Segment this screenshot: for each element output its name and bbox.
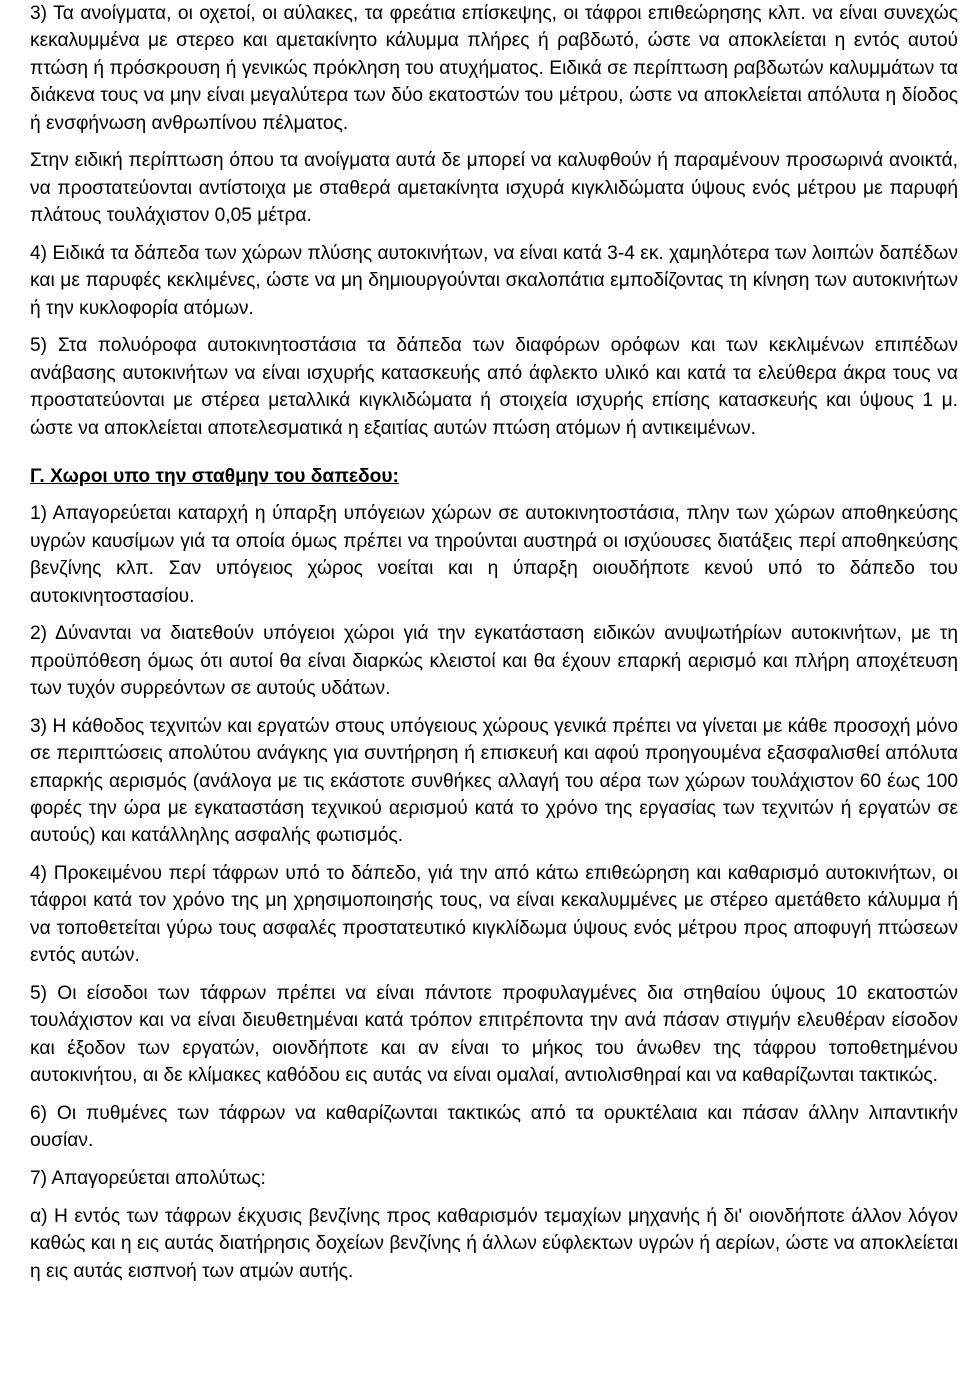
section-c-item-5: 5) Οι είσοδοι των τάφρων πρέπει να είναι πάντοτε προφυλαγμένες δια στηθαίου ύψους 10 εκατοστών τουλάχιστον και να είναι διευθετημέναι κατά τρόπον επιτρέποντα την ανά πάσαν στιγμήν ελευθέραν είσοδον και έξοδον των εργατών, οιονδήποτε και αν είναι το μήκος του άνωθεν της τάφρου τοποθετημένου αυτοκινήτου, αι δε κλίμακες καθόδου εις αυτάς να είναι ομαλαί, αντιολισθηραί και να καθαρίζωνται τακτικώς.	[30, 982, 958, 1087]
document-body	[30, 0, 958, 1285]
section-c-item-2: 2) Δύνανται να διατεθούν υπόγειοι χώροι γιά την εγκατάσταση ειδικών ανυψωτήρίων αυτοκινήτων, με τη προϋπόθεση όμως ότι αυτοί θα είναι διαρκώς κλειστοί και θα έχουν επαρκή αερισμό και πλήρη αποχέτευση των τυχόν συρρεόντων σε αυτούς υδάτων.	[30, 623, 958, 700]
section-c-item-1: 1) Απαγορεύεται καταρχή η ύπαρξη υπόγειων χώρων σε αυτοκινητοστάσια, πλην των χώρων αποθηκεύσης υγρών καυσίμων γιά τα οποία όμως πρέπει να τηρούνται αυστηρά οι ισχύουσες διατάξεις περί αποθηκεύσης βενζίνης κλπ. Σαν υπόγειος χώρος νοείται και η ύπαρξη οιουδήποτε κενού υπό το δάπεδο του αυτοκινητοστασίου.	[30, 503, 958, 607]
paragraph-gap	[30, 1090, 958, 1100]
paragraph-gap	[30, 702, 958, 712]
paragraph-gap	[30, 610, 958, 620]
paragraph-gap	[30, 970, 958, 980]
paragraph-gap	[30, 230, 958, 240]
paragraph-gap	[30, 322, 958, 332]
section-c-item-4: 4) Προκειμένου περί τάφρων υπό το δάπεδο, γιά την από κάτω επιθεώρηση και καθαρισμό αυτοκινήτων, οι τάφροι κατά τον χρόνο της μη χρησιμοποιησής τους, να είναι κεκαλυμμένες με στέρεο αμετάθετο κάλυμμα ή να τοποθετείται γύρω τους ασφαλές προστατευτικό κιγκλίδωμα ύψους ενός μέτρου προς αποφυγή πτώσεων εντός αυτών.	[30, 863, 958, 967]
paragraph-gap	[30, 442, 958, 452]
paragraph-gap	[30, 1155, 958, 1165]
paragraph-gap	[30, 1192, 958, 1202]
paragraph-b4-item: 4) Ειδικά τα δάπεδα των χώρων πλύσης αυτοκινήτων, να είναι κατά 3-4 εκ. χαμηλότερα των λοιπών δαπέδων και με παρυφές κεκλιμένες, ώστε να μη δημιουργούνται σκαλοπάτια εμποδίζοντας τη κίνηση των αυτοκινήτων ή την κυκλοφορία ατόμων.	[30, 242, 958, 319]
section-c-item-3: 3) Η κάθοδος τεχνιτών και εργατών στους υπόγειους χώρους γενικά πρέπει να γίνεται με κάθε προσοχή μόνο σε περιπτώσεις απολύτου ανάγκης για συντήρηση ή επισκευή και αφού προηγουμένα εξασφαλισθεί απόλυτα επαρκής αερισμός (ανάλογα με τις εκάστοτε συνθήκες αλλαγή του αέρα των χώρων τουλάχιστον 60 έως 100 φορές την ώρα με εγκαταστάση τεχνικού αερισμού κατά το χρόνο της εργασίας των τεχνιτών ή εργατών σε αυτούς) και κατάλληλης ασφαλής φωτισμός.	[30, 715, 958, 847]
paragraph-gap	[30, 490, 958, 500]
section-c-heading: Γ. Χωροι υπο την σταθμην του δαπεδου:	[30, 465, 399, 487]
section-c-item-7: 7) Απαγορεύεται απολύτως:	[30, 1168, 266, 1189]
paragraph-gap	[30, 452, 958, 462]
section-c-subitem-a: α) Η εντός των τάφρων έκχυσις βενζίνης προς καθαρισμόν τεμαχίων μηχανής ή δι' οιονδήποτε άλλον λόγον καθώς και η εις αυτάς διατήρησις δοχείων βενζίνης ή άλλων εύφλεκτων υγρών ή αερίων, ώστε να αποκλείεται η εις αυτάς εισπνοή των ατμών αυτής.	[30, 1205, 958, 1282]
section-c-item-6: 6) Οι πυθμένες των τάφρων να καθαρίζωνται τακτικώς από τα ορυκτέλαια και πάσαν άλλην λιπαντικήν ουσίαν.	[30, 1102, 958, 1152]
paragraph-gap	[30, 137, 958, 147]
paragraph-b3-item: 3) Τα ανοίγματα, οι οχετοί, οι αύλακες, τα φρεάτια επίσκεψης, οι τάφροι επιθεώρησης κλπ. να είναι συνεχώς κεκαλυμμένα με στερεο και αμετακίνητο κάλυμμα πλήρες ή ραβδωτό, ώστε να αποκλείεται η εντός αυτού πτώση ή πρόσκρουση ή γενικώς πρόκληση του ατυχήματος. Ειδικά σε περίπτωση ραβδωτών καλυμμάτων τα διάκενα τους να μην είναι μεγαλύτερα των δύο εκατοστών του μέτρου, ώστε να αποκλείεται απόλυτα η δίοδος ή ενσφήνωση ανθρωπίνου πέλματος.	[30, 3, 958, 134]
paragraph-b5-item: 5) Στα πολυόροφα αυτοκινητοστάσια τα δάπεδα των διαφόρων ορόφων και των κεκλιμένων επιπέδων ανάβασης αυτοκινήτων να είναι ισχυρής κατασκευής από άφλεκτο υλικό και κατά τα ελεύθερα άκρα τους να προστατεύονται με στέρεα μεταλλικά κιγκλιδώματα ή στοιχεία ισχυρής επίσης κατασκευής και ύψους 1 μ. ώστε να αποκλείεται αποτελεσματικά η εξαιτίας αυτών πτώση ατόμων ή αντικειμένων.	[30, 335, 958, 439]
paragraph-b3-continuation: Στην ειδική περίπτωση όπου τα ανοίγματα αυτά δε μπορεί να καλυφθούν ή παραμένουν προσωρινά ανοικτά, να προστατεύονται αντίστοιχα με σταθερά αμετακίνητα ισχυρά κιγκλιδώματα ύψους ενός μέτρου με παρυφή πλάτους τουλάχιστον 0,05 μέτρα.	[30, 150, 958, 227]
paragraph-gap	[30, 850, 958, 860]
